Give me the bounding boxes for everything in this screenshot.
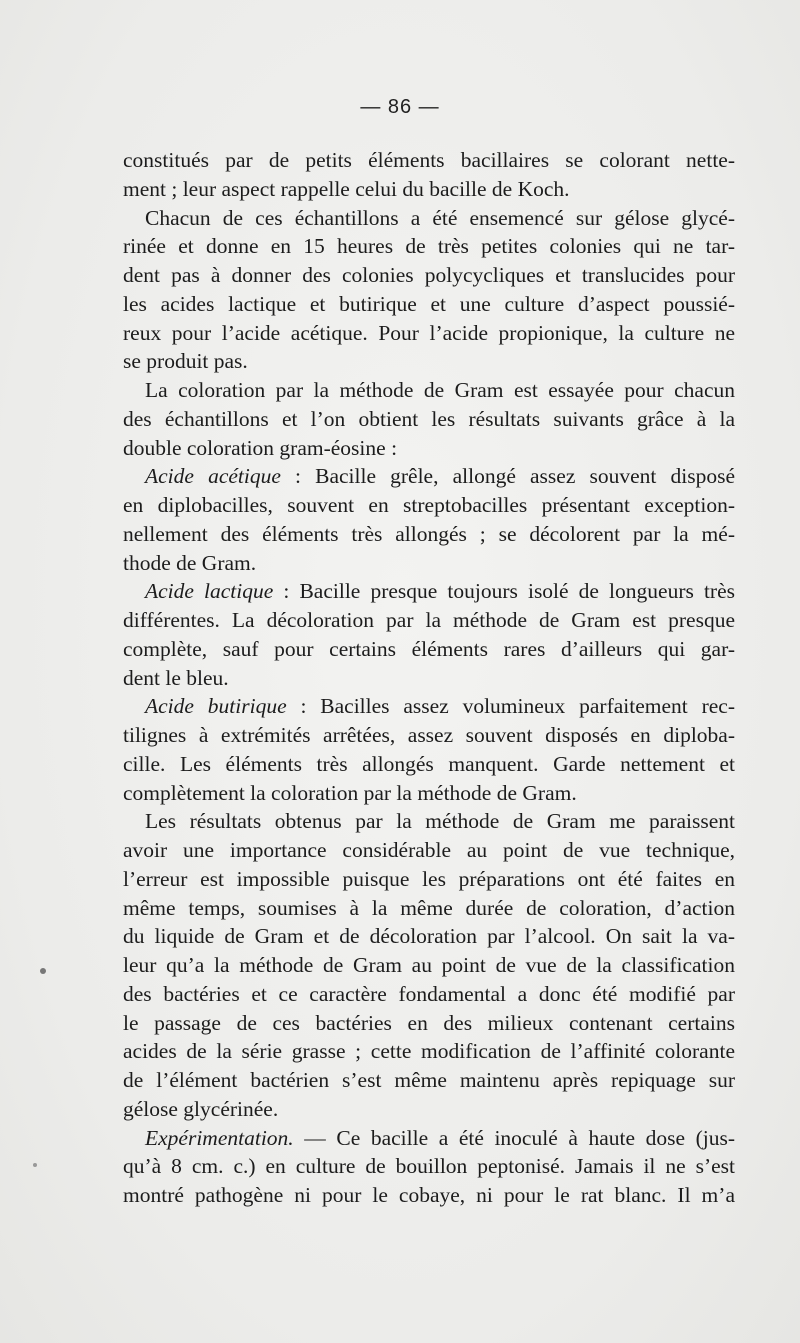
line-text: : Bacilles assez volumineux parfaitement rec-: [286, 694, 735, 719]
text-line: [123, 721, 735, 750]
text-line: [123, 980, 735, 1009]
text-line: [123, 261, 735, 290]
line-text: : Bacille presque toujours isolé de longueurs très: [273, 579, 735, 604]
text-line: [123, 836, 735, 865]
text-line: [123, 1095, 735, 1124]
text-line: [123, 491, 735, 520]
text-line: [123, 606, 735, 635]
line-text: double coloration gram-éosine :: [123, 435, 398, 460]
line-text: Chacun de ces échantillons a été ensemencé sur gélose glycé-: [145, 205, 735, 230]
text-line: [123, 1152, 735, 1181]
text-line: [123, 1181, 735, 1210]
line-text: — Ce bacille a été inoculé à haute dose (jus-: [293, 1125, 735, 1150]
line-text: avoir une importance considérable au point de vue technique,: [123, 838, 735, 862]
ink-spot: [33, 1163, 37, 1167]
line-text: ment ; leur aspect rappelle celui du bacille de Koch.: [123, 176, 570, 201]
line-text: : Bacille grêle, allongé assez souvent disposé: [280, 464, 735, 489]
line-text: cille. Les éléments très allongés manquent. Garde nettement et: [123, 751, 735, 776]
line-text: Les résultats obtenus par la méthode de Gram me paraissent: [145, 809, 735, 834]
text-line: [123, 376, 735, 405]
text-line: [123, 664, 735, 693]
line-text: différentes. La décoloration par la méthode de Gram est presque: [123, 608, 735, 632]
text-line: [123, 204, 735, 233]
line-text: nellement des éléments très allongés ; se décolorent par la mé-: [123, 521, 735, 546]
text-line: [123, 750, 735, 779]
line-text: montré pathogène ni pour le cobaye, ni pour le rat blanc. Il m’a: [123, 1183, 735, 1207]
line-text: dent pas à donner des colonies polycycliques et translucides pour: [123, 263, 735, 287]
text-line: [123, 951, 735, 980]
text-line: [123, 146, 735, 175]
text-line: [123, 577, 735, 606]
line-text: gélose glycérinée.: [123, 1096, 279, 1121]
text-line: [123, 549, 735, 578]
text-line: [123, 520, 735, 549]
line-text: acides de la série grasse ; cette modification de l’affinité colorante: [123, 1039, 735, 1064]
text-line: [123, 1066, 735, 1095]
text-line: [123, 894, 735, 923]
line-text: thode de Gram.: [123, 550, 257, 575]
line-text: complète, sauf pour certains éléments rares d’ailleurs qui gar-: [123, 636, 735, 661]
text-line: [123, 462, 735, 491]
italic-heading: Expérimentation.: [145, 1125, 294, 1150]
line-text: du liquide de Gram et de décoloration par l’alcool. On sait la va-: [123, 924, 735, 949]
italic-heading: Acide acétique: [145, 464, 281, 489]
text-line: [123, 807, 735, 836]
italic-heading: Acide lactique: [145, 579, 274, 604]
line-text: tilignes à extrémités arrêtées, assez souvent disposés en diploba-: [123, 723, 735, 747]
text-line: [123, 175, 735, 204]
line-text: les acides lactique et butirique et une culture d’aspect poussié-: [123, 291, 735, 316]
text-line: [123, 692, 735, 721]
body-text: [123, 146, 735, 1210]
line-text: même temps, soumises à la même durée de coloration, d’action: [123, 895, 735, 920]
text-line: [123, 405, 735, 434]
line-text: complètement la coloration par la méthode de Gram.: [123, 780, 577, 805]
text-line: [123, 865, 735, 894]
ink-spot: [40, 968, 46, 974]
line-text: l’erreur est impossible puisque les préparations ont été faites en: [123, 866, 735, 891]
text-line: [123, 290, 735, 319]
text-line: [123, 434, 735, 463]
text-line: [123, 635, 735, 664]
line-text: en diplobacilles, souvent en streptobacilles présentant exception-: [123, 493, 735, 517]
text-line: [123, 232, 735, 261]
italic-heading: Acide butirique: [145, 694, 287, 719]
line-text: des bactéries et ce caractère fondamental a donc été modifié par: [123, 981, 735, 1006]
text-line: [123, 347, 735, 376]
line-text: de l’élément bactérien s’est même maintenu après repiquage sur: [123, 1068, 735, 1092]
line-text: des échantillons et l’on obtient les résultats suivants grâce à la: [123, 406, 735, 431]
line-text: reux pour l’acide acétique. Pour l’acide propionique, la culture ne: [123, 320, 735, 345]
line-text: La coloration par la méthode de Gram est essayée pour chacun: [145, 378, 735, 402]
line-text: constitués par de petits éléments bacillaires se colorant nette-: [123, 148, 735, 172]
text-line: [123, 922, 735, 951]
line-text: qu’à 8 cm. c.) en culture de bouillon peptonisé. Jamais il ne s’est: [123, 1154, 735, 1179]
line-text: le passage de ces bactéries en des milieux contenant certains: [123, 1010, 735, 1035]
line-text: dent le bleu.: [123, 665, 229, 690]
line-text: se produit pas.: [123, 349, 248, 374]
text-line: [123, 319, 735, 348]
page-number: — 86 —: [360, 96, 440, 118]
text-line: [123, 1124, 735, 1153]
line-text: leur qu’a la méthode de Gram au point de vue de la classification: [123, 953, 735, 977]
text-line: [123, 1009, 735, 1038]
line-text: rinée et donne en 15 heures de très petites colonies qui ne tar-: [123, 234, 735, 259]
text-line: [123, 1037, 735, 1066]
text-line: [123, 779, 735, 808]
